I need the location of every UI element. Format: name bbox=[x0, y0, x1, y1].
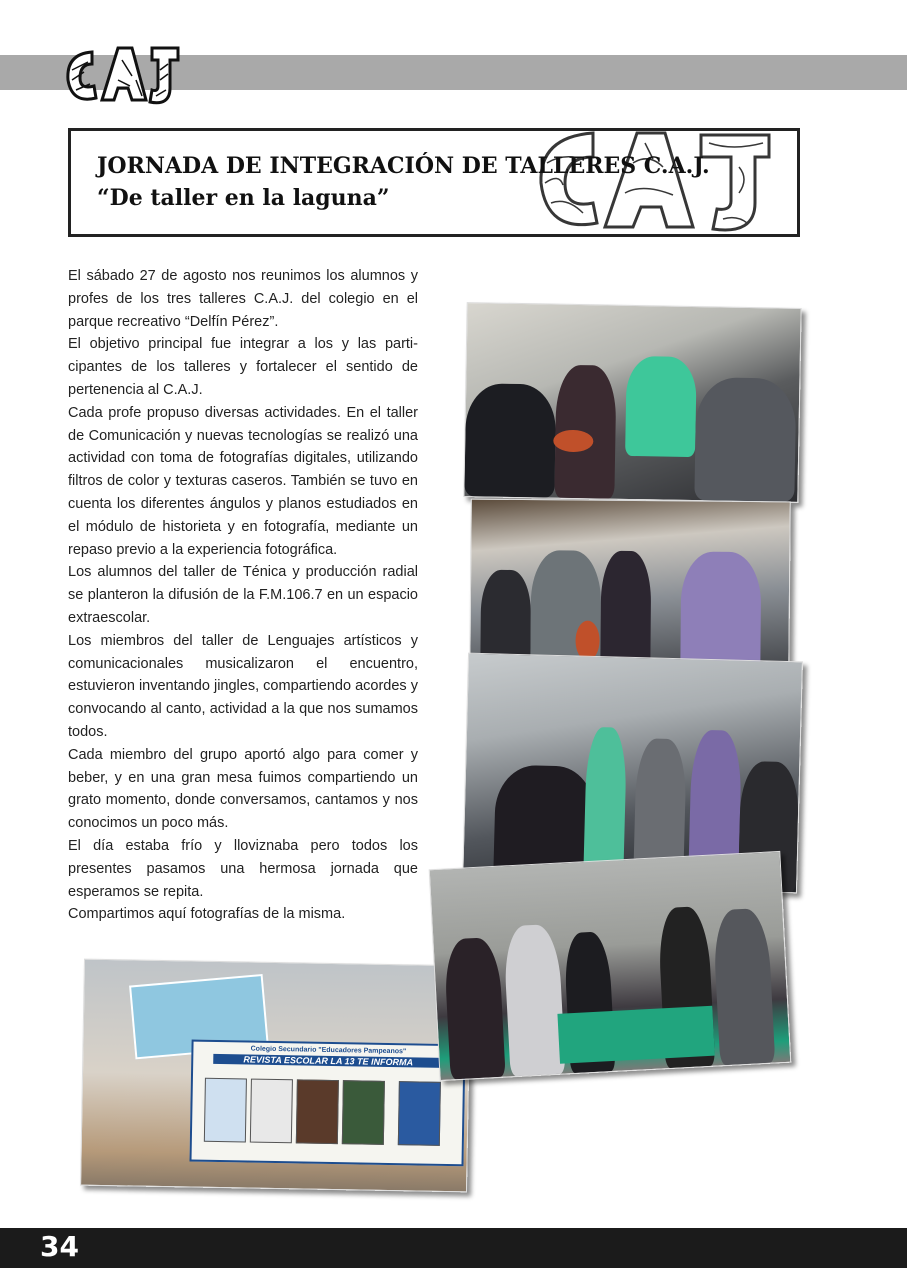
page-number: 34 bbox=[40, 1230, 79, 1263]
paragraph: El sábado 27 de agosto nos reunimos los alumnos y profes de los tres talleres C.A.J. del colegio en el parque recreativo “Delfín Pérez”. bbox=[68, 268, 418, 330]
paragraph: Los miembros del taller de Lenguajes artísticos y comunicacionales musicalizaron el encuentro, estuvieron inventando jingles, compartiendo acordes y convocando al canto, actividad a la que nos sumamos todos. bbox=[68, 632, 418, 740]
photo-magazine-exhibit bbox=[80, 959, 471, 1193]
title-box bbox=[68, 128, 800, 237]
caj-title-logo bbox=[533, 123, 778, 238]
paragraph: Cada profe propuso diversas actividades. En el taller de Comunicación y nuevas tecnologías se realizó una actividad con toma de fotografías digitales, utilizando filtros de color y texturas caseros. También se tuvo en cuenta los diferentes ángulos y planos estudiados en el módulo de historieta y en fotografía, mediante un repaso previo a la experiencia fotográfica. bbox=[68, 404, 418, 558]
paragraph: Cada miembro del grupo aportó algo para comer y beber, y en una gran mesa fuimos compartiendo un grato momento, donde conversamos, cantamos y nos conocimos un poco más. bbox=[68, 746, 418, 832]
banner-school-name: Colegio Secundario "Educadores Pampeanos" bbox=[250, 1045, 407, 1056]
paragraph: Compartimos aquí fotografías de la misma. bbox=[68, 906, 346, 923]
banner-title: REVISTA ESCOLAR LA 13 TE INFORMA bbox=[213, 1054, 443, 1068]
article-subtitle: “De taller en la laguna” bbox=[97, 185, 390, 211]
article-title: JORNADA DE INTEGRACIÓN DE TALLERES C.A.J. bbox=[97, 153, 710, 179]
photo-exhibit-table bbox=[429, 851, 792, 1081]
paragraph: El día estaba frío y lloviznaba pero todos los presentes pasamos una hermosa jornada que esperamos se repita. bbox=[68, 837, 418, 900]
magazine-banner bbox=[189, 1040, 465, 1167]
paragraph: El objetivo principal fue integrar a los y las participantes de los talleres y fortalecer el sentido de pertenencia al C.A.J. bbox=[68, 336, 418, 398]
caj-logo bbox=[62, 40, 184, 110]
photo-guitar-circle bbox=[463, 302, 801, 503]
footer-bar bbox=[0, 1228, 907, 1268]
article-body bbox=[68, 265, 418, 926]
paragraph: Los alumnos del taller de Ténica y producción radial se planteron la difusión de la F.M.106.7 en un espacio extraescolar. bbox=[68, 564, 418, 626]
